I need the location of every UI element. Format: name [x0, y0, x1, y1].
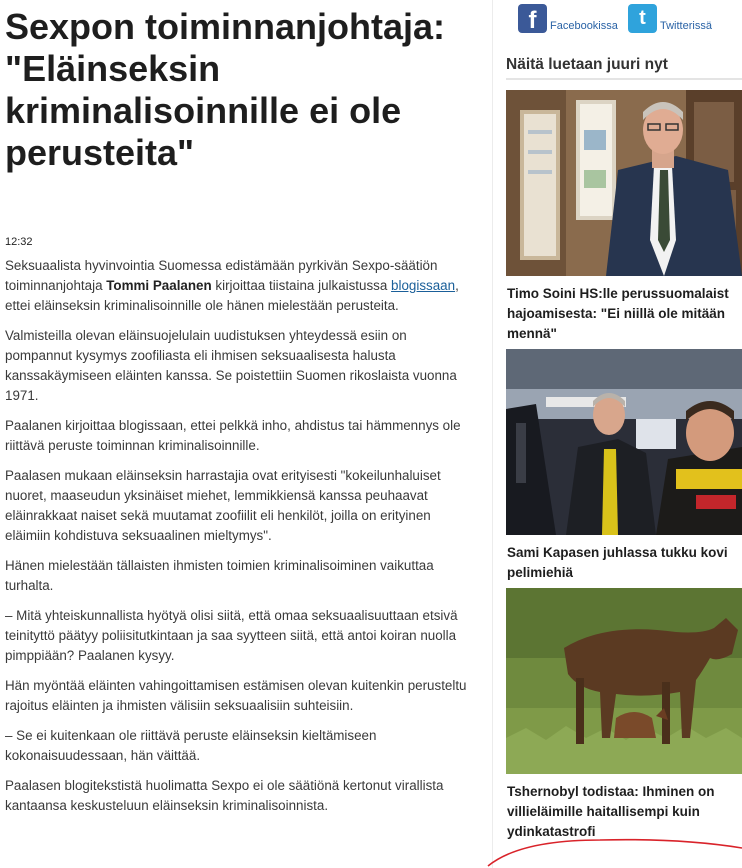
- article-paragraph: Hänen mielestään tällaisten ihmisten toimien kriminalisoiminen vaikuttaa turhalta.: [5, 558, 434, 593]
- caption-line[interactable]: Sami Kapasen juhlassa tukku kovi: [507, 545, 728, 560]
- social-links: [518, 4, 742, 38]
- most-read-caption[interactable]: [507, 782, 742, 842]
- news-photo-moose[interactable]: [506, 588, 742, 774]
- caption-line[interactable]: mennä": [507, 326, 557, 341]
- most-read-title: Näitä luetaan juuri nyt: [506, 56, 668, 73]
- caption-line[interactable]: Tshernobyl todistaa: Ihminen on: [507, 784, 715, 799]
- twitter-link[interactable]: Twitterissä: [660, 20, 712, 32]
- caption-line[interactable]: hajoamisesta: "Ei niillä ole mitään: [507, 306, 725, 321]
- person-name: Tommi Paalanen: [106, 278, 212, 293]
- facebook-link[interactable]: Facebookissa: [550, 20, 618, 32]
- most-read-caption[interactable]: [507, 543, 742, 583]
- title-underline: [506, 78, 742, 80]
- article-body: [5, 256, 475, 826]
- caption-line[interactable]: Timo Soini HS:lle perussuomalaist: [507, 286, 729, 301]
- article-paragraph: Hän myöntää eläinten vahingoittamisen estämisen olevan kuitenkin perusteltu rajoitus eläinten ja ihmisten välisiin seksuaalisiin suhteisiin.: [5, 678, 467, 713]
- article-paragraph: Paalasen mukaan eläinseksin harrastajia ovat erityisesti "kokeilunhaluiset nuoret, maaseudun yksinäiset miehet, lemmikkiensä kanssa peuhaavat eläinrakkaat naiset sekä muutamat zoofiilit eli henkilöt, joilla on erityinen eläimiin kohdistuva seksuaalinen mieltymys".: [5, 468, 441, 543]
- article-time: 12:32: [5, 236, 33, 248]
- article-paragraph: – Se ei kuitenkaan ole riittävä peruste eläinseksin kieltämiseen kokonaisuudessaan, hän väittää.: [5, 728, 377, 763]
- paragraph-text: , ettei eläinseksin kriminalisoinnille ole hänen mielestään perusteita.: [5, 278, 459, 313]
- news-photo-politician[interactable]: [506, 90, 742, 276]
- caption-line[interactable]: ydinkatastrofi: [507, 824, 596, 839]
- paragraph-text: kirjoittaa tiistaina julkaistussa: [211, 278, 392, 293]
- most-read-caption[interactable]: [507, 284, 742, 344]
- news-photo-hockey[interactable]: [506, 349, 742, 535]
- blog-link[interactable]: blogissaan: [391, 278, 456, 293]
- caption-line[interactable]: pelimiehiä: [507, 565, 574, 580]
- paragraph-text: Seksuaalista hyvinvointia Suomessa edistämään pyrkivän Sexpo-säätiön toiminnanjohtaja: [5, 258, 438, 293]
- column-divider: [492, 0, 493, 868]
- article-headline: Sexpon toiminnanjohtaja: "Eläinseksin kriminalisoinnille ei ole perusteita": [5, 6, 446, 173]
- article-paragraph: Valmisteilla olevan eläinsuojelulain uudistuksen yhteydessä esiin on pompannut kysymys zoofiliasta eli ihmisen seksuaalisesta halusta kanssakäymiseen eläinten kanssa. Se poistettiin Suomen rikoslaista vuonna 1971.: [5, 328, 457, 403]
- article-paragraph: – Mitä yhteiskunnallista hyötyä olisi siitä, että omaa seksuaalisuuttaan etsivä teinityttö päätyy poliisitutkintaan ja saa syytteen siitä, että antoi koiran nuolla pimppiään? Paalanen kysyy.: [5, 608, 458, 663]
- article-paragraph: [5, 256, 475, 316]
- facebook-icon[interactable]: f: [518, 4, 547, 33]
- caption-line[interactable]: villieläimille haitallisempi kuin: [507, 804, 700, 819]
- article-paragraph: Paalasen blogitekstistä huolimatta Sexpo ei ole säätiönä kertonut virallista kantaansa keskusteluun eläinseksin kriminalisoinnista.: [5, 778, 444, 813]
- twitter-icon[interactable]: t: [628, 4, 657, 33]
- article-paragraph: Paalanen kirjoittaa blogissaan, ettei pelkkä inho, ahdistus tai hämmennys ole riittävä peruste toiminnan kriminalisoinnille.: [5, 418, 461, 453]
